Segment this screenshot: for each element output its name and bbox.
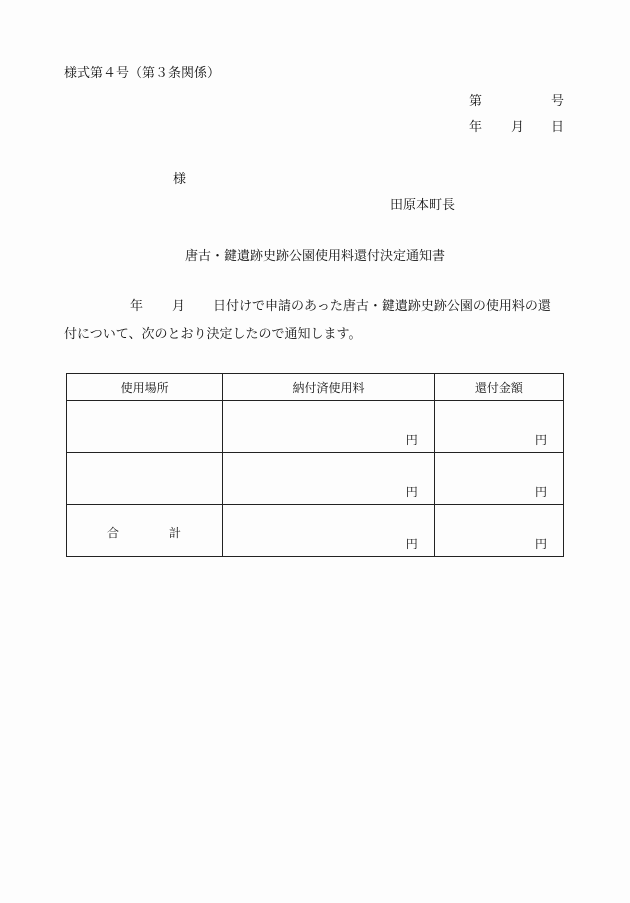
cell-total-label [67,505,223,557]
yen-unit: 円 [534,433,547,447]
body-year: 年 [130,299,144,314]
doc-number-suffix: 号 [551,94,565,109]
cell-total-refund [434,505,563,557]
cell-place [67,453,223,505]
cell-total-paid [223,505,434,557]
issuer-name: 田原本町長 [390,198,456,213]
yen-unit: 円 [405,433,418,447]
table-row [67,401,564,453]
recipient-honorific: 様 [173,172,187,187]
yen-unit: 円 [405,485,418,499]
cell-refund-amount [434,401,563,453]
doc-number-prefix: 第 [469,94,483,109]
table-header-row [67,374,564,401]
document-title: 唐古・鍵遺跡史跡公園使用料還付決定通知書 [184,249,445,264]
document-number-line [0,95,630,109]
cell-paid-fee [223,453,434,505]
header-refund-amount: 還付金額 [434,374,563,401]
yen-unit: 円 [534,485,547,499]
date-day: 日 [551,120,565,135]
yen-unit: 円 [405,537,418,551]
date-month: 月 [511,120,525,135]
header-place: 使用場所 [67,374,223,401]
yen-unit: 円 [534,537,547,551]
total-label-a: 合 [107,526,120,540]
date-year: 年 [469,120,483,135]
form-number: 様式第４号（第３条関係） [64,66,221,81]
issue-date-line [0,121,630,135]
cell-place [67,401,223,453]
body-line-1: 日付けで申請のあった唐古・鍵遺跡史跡公園の使用料の還 [213,299,551,314]
cell-paid-fee [223,401,434,453]
table-row [67,453,564,505]
table-total-row [67,505,564,557]
body-month: 月 [172,299,186,314]
total-label [107,527,181,539]
header-paid-fee: 納付済使用料 [223,374,434,401]
body-line-2: 付について、次のとおり決定したので通知します。 [64,327,362,342]
total-label-b: 計 [169,526,182,540]
refund-table [66,373,564,557]
cell-refund-amount [434,453,563,505]
